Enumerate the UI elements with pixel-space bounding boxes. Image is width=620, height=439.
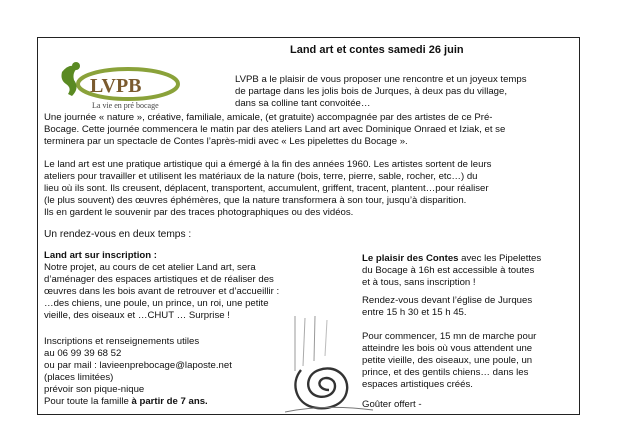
logo-tagline: La vie en pré bocage [92, 101, 159, 110]
rendez-vous-info: Rendez-vous devant l’église de Jurques entre 15 h 30 et 15 h 45. [362, 295, 533, 318]
section-heading: Un rendez-vous en deux temps : [44, 229, 192, 240]
lvpb-logo [50, 58, 190, 110]
paragraph-journee: Une journée « nature », créative, familiale, amicale, (et gratuite) accompagnée par des artistes de ce Pré- Bocage. Cette journée commencera le matin par des ateliers Land art avec Dominique Onraed et Iziak, et se terminera par un spectacle de Contes l’après-midi avec « Les pipelettes du Bocage ». [44, 112, 506, 147]
paragraph-land-art: Le land art est une pratique artistique qui a émergé à la fin des années 1960. Les artistes sortent de leurs ateliers pour travailler et utilisent les matériaux de la nature (bois, terre, pierre, sable, rocher, etc…) du lieu où ils sont. Ils creusent, déplacent, transportent, accumulent, griffent, tracent, plantent…pour réaliser (le plus souvent) des œuvres éphémères, que la nature transformera à son tour, jusqu’à disparition. Ils en gardent le souvenir par des traces photographiques ou des vidéos. [44, 159, 492, 218]
snack-info: Goûter offert - [362, 399, 422, 410]
walk-info: Pour commencer, 15 mn de marche pour atteindre les bois où vous attendent une petite vieille, des oiseaux, une poule, un prince, et des gentils chiens… dans les espaces artistiques créés. [362, 331, 537, 390]
logo-text: LVPB [90, 75, 142, 97]
spiral-land-art-image [285, 316, 373, 416]
page-title: Land art et contes samedi 26 juin [290, 44, 464, 56]
land-art-description: Notre projet, au cours de cet atelier Land art, sera d’aménager des espaces artistiques et de réaliser des œuvres dans les bois avant de retrouver et d’accueillir : …des chiens, une poule, un prince, un roi, une petite vieille, des oiseaux et …CHUT … Surprise ! [44, 262, 280, 321]
contact-info: Inscriptions et renseignements utiles au 06 99 39 68 52 ou par mail : lavieenprebocage@laposte.net (places limitées) prévoir son pique-nique [44, 336, 232, 395]
contes-heading: Le plaisir des Contes avec les Pipelettes du Bocage à 16h est accessible à toutes et à tous, sans inscription ! [362, 253, 542, 288]
land-art-heading: Land art sur inscription : [44, 250, 158, 261]
family-line: Pour toute la famille à partir de 7 ans. [44, 396, 208, 407]
intro-paragraph: LVPB a le plaisir de vous proposer une rencontre et un joyeux temps de partage dans les jolis bois de Jurques, à deux pas du village, dans sa colline tant convoitée… [235, 74, 527, 109]
